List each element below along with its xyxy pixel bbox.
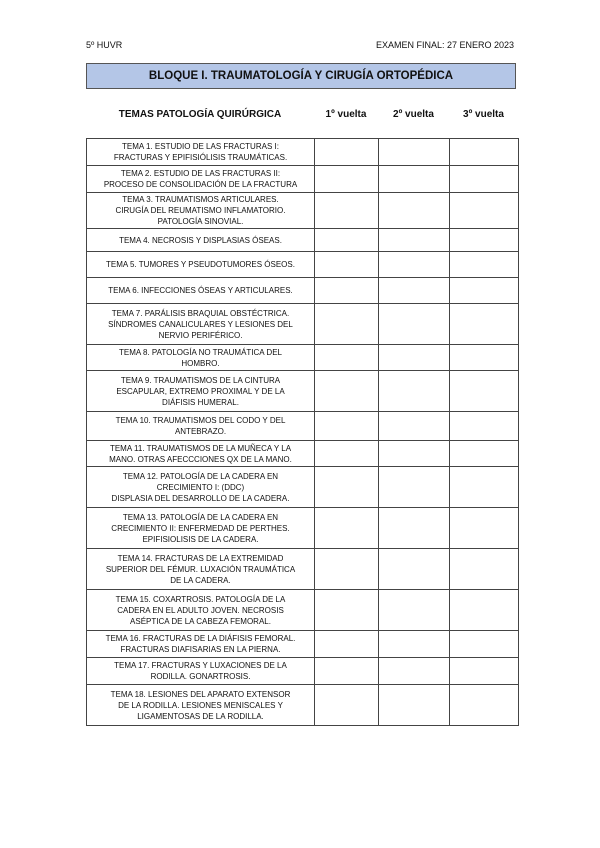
second-round-check-cell[interactable]: [379, 441, 450, 467]
topic-line: SUPERIOR DEL FÉMUR. LUXACIÓN TRAUMÁTICA: [105, 564, 296, 574]
first-round-check-cell[interactable]: [315, 590, 379, 631]
topic-line: FRACTURAS DIAFISARIAS EN LA PIERNA.: [120, 645, 281, 654]
topic-line: DISPLASIA DEL DESARROLLO DE LA CADERA.: [111, 493, 290, 503]
topic-cell: [87, 658, 315, 685]
first-round-check-cell[interactable]: [315, 631, 379, 658]
table-row: [87, 371, 519, 412]
second-round-check-cell[interactable]: [379, 467, 450, 508]
third-round-check-cell[interactable]: [450, 193, 519, 229]
table-row: [87, 304, 519, 345]
topic-line: ANTEBRAZO.: [174, 427, 227, 436]
first-round-check-cell[interactable]: [315, 139, 379, 166]
topic-line: ESCAPULAR, EXTREMO PROXIMAL Y DE LA: [116, 386, 285, 396]
second-round-check-cell[interactable]: [379, 412, 450, 441]
topic-cell: [87, 345, 315, 371]
table-row: [87, 278, 519, 304]
topic-cell: [87, 278, 315, 304]
topic-line: CIRUGÍA DEL REUMATISMO INFLAMATORIO.: [115, 206, 286, 215]
topic-line: TEMA 18. LESIONES DEL APARATO EXTENSOR: [110, 689, 291, 699]
topic-cell: [87, 139, 315, 166]
topic-line: TEMA 1. ESTUDIO DE LAS FRACTURAS I:: [122, 142, 279, 151]
third-round-check-cell[interactable]: [450, 467, 519, 508]
topic-cell: [87, 441, 315, 467]
topic-cell: [87, 590, 315, 631]
topics-table: [86, 138, 519, 726]
second-round-check-cell[interactable]: [379, 549, 450, 590]
topic-line: TEMA 12. PATOLOGÍA DE LA CADERA EN: [122, 471, 279, 481]
topic-line: TEMA 14. FRACTURAS DE LA EXTREMIDAD: [117, 553, 284, 563]
second-round-check-cell[interactable]: [379, 166, 450, 193]
third-round-column-header: 3º vuelta: [463, 109, 504, 120]
column-headers: [86, 109, 518, 123]
first-round-check-cell[interactable]: [315, 304, 379, 345]
table-row: [87, 658, 519, 685]
topic-line: TEMA 10. TRAUMATISMOS DEL CODO Y DEL: [115, 416, 286, 425]
topic-line: TEMA 17. FRACTURAS Y LUXACIONES DE LA: [114, 661, 287, 670]
topic-line: FRACTURAS Y EPIFISIÓLISIS TRAUMÁTICAS.: [113, 153, 288, 162]
topic-line: TEMA 16. FRACTURAS DE LA DIÁFISIS FEMORAL.: [105, 634, 296, 643]
third-round-check-cell[interactable]: [450, 441, 519, 467]
third-round-check-cell[interactable]: [450, 304, 519, 345]
topic-line: TEMA 6. INFECCIONES ÓSEAS Y ARTICULARES.: [108, 286, 293, 295]
table-row: [87, 139, 519, 166]
second-round-check-cell[interactable]: [379, 278, 450, 304]
topic-line: SÍNDROMES CANALICULARES Y LESIONES DEL: [108, 319, 293, 329]
topics-table-body: [87, 139, 519, 726]
first-round-check-cell[interactable]: [315, 441, 379, 467]
first-round-check-cell[interactable]: [315, 412, 379, 441]
first-round-check-cell[interactable]: [315, 229, 379, 252]
third-round-check-cell[interactable]: [450, 590, 519, 631]
third-round-check-cell[interactable]: [450, 371, 519, 412]
topic-cell: [87, 685, 315, 726]
third-round-check-cell[interactable]: [450, 412, 519, 441]
second-round-check-cell[interactable]: [379, 508, 450, 549]
topic-line: NERVIO PERIFÉRICO.: [158, 330, 243, 340]
table-row: [87, 229, 519, 252]
topic-line: EPIFISIOLISIS DE LA CADERA.: [142, 534, 259, 544]
first-round-check-cell[interactable]: [315, 658, 379, 685]
topic-line: TEMA 9. TRAUMATISMOS DE LA CINTURA: [120, 375, 281, 385]
topic-cell: [87, 229, 315, 252]
table-row: [87, 631, 519, 658]
third-round-check-cell[interactable]: [450, 278, 519, 304]
topic-cell: [87, 549, 315, 590]
topic-line: TEMA 3. TRAUMATISMOS ARTICULARES.: [122, 195, 279, 204]
third-round-check-cell[interactable]: [450, 139, 519, 166]
third-round-check-cell[interactable]: [450, 345, 519, 371]
topic-cell: [87, 193, 315, 229]
topic-line: PATOLOGÍA SINOVIAL.: [157, 217, 244, 226]
topic-line: LIGAMENTOSAS DE LA RODILLA.: [137, 711, 264, 721]
table-row: [87, 252, 519, 278]
topic-cell: [87, 252, 315, 278]
table-row: [87, 412, 519, 441]
course-label: 5º HUVR: [86, 40, 123, 50]
third-round-check-cell[interactable]: [450, 508, 519, 549]
block-title-text: BLOQUE I. TRAUMATOLOGÍA Y CIRUGÍA ORTOPÉDICA: [148, 70, 454, 82]
topic-line: RODILLA. GONARTROSIS.: [150, 672, 251, 681]
first-round-check-cell[interactable]: [315, 252, 379, 278]
second-round-check-cell[interactable]: [379, 229, 450, 252]
topic-line: MANO. OTRAS AFECCCIONES QX DE LA MANO.: [109, 454, 292, 464]
first-round-check-cell[interactable]: [315, 278, 379, 304]
topic-cell: [87, 631, 315, 658]
second-round-check-cell[interactable]: [379, 631, 450, 658]
topic-line: CRECIMIENTO II: ENFERMEDAD DE PERTHES.: [111, 523, 290, 533]
first-round-check-cell[interactable]: [315, 166, 379, 193]
table-row: [87, 193, 519, 229]
topic-line: PROCESO DE CONSOLIDACIÓN DE LA FRACTURA: [103, 180, 298, 189]
third-round-check-cell[interactable]: [450, 685, 519, 726]
third-round-check-cell[interactable]: [450, 229, 519, 252]
topic-cell: [87, 166, 315, 193]
first-round-check-cell[interactable]: [315, 371, 379, 412]
table-row: [87, 441, 519, 467]
topic-line: DIÁFISIS HUMERAL.: [162, 397, 239, 407]
topic-line: TEMA 4. NECROSIS Y DISPLASIAS ÓSEAS.: [119, 235, 282, 245]
third-round-check-cell[interactable]: [450, 631, 519, 658]
topic-line: TEMA 8. PATOLOGÍA NO TRAUMÁTICA DEL: [118, 347, 282, 357]
first-round-check-cell[interactable]: [315, 193, 379, 229]
topic-line: CADERA EN EL ADULTO JOVEN. NECROSIS: [117, 605, 284, 615]
table-row: [87, 549, 519, 590]
first-round-check-cell[interactable]: [315, 508, 379, 549]
second-round-check-cell[interactable]: [379, 252, 450, 278]
second-round-check-cell[interactable]: [379, 345, 450, 371]
table-row: [87, 590, 519, 631]
topic-cell: [87, 467, 315, 508]
topic-cell: [87, 304, 315, 345]
second-round-check-cell[interactable]: [379, 304, 450, 345]
first-round-check-cell[interactable]: [315, 685, 379, 726]
block-title: [86, 63, 516, 89]
second-round-column-header: 2º vuelta: [393, 109, 434, 120]
second-round-check-cell[interactable]: [379, 658, 450, 685]
second-round-check-cell[interactable]: [379, 139, 450, 166]
third-round-check-cell[interactable]: [450, 252, 519, 278]
topic-line: TEMA 13. PATOLOGÍA DE LA CADERA EN: [122, 512, 279, 522]
topic-line: HOMBRO.: [181, 358, 220, 368]
topic-cell: [87, 371, 315, 412]
table-row: [87, 467, 519, 508]
third-round-check-cell[interactable]: [450, 166, 519, 193]
third-round-check-cell[interactable]: [450, 658, 519, 685]
topic-cell: [87, 412, 315, 441]
first-round-column-header: 1º vuelta: [325, 109, 367, 120]
exam-date-label: EXAMEN FINAL: 27 ENERO 2023: [375, 40, 514, 50]
topic-line: DE LA RODILLA. LESIONES MENISCALES Y: [118, 700, 283, 710]
third-round-check-cell[interactable]: [450, 549, 519, 590]
topic-cell: [87, 508, 315, 549]
topic-line: TEMA 7. PARÁLISIS BRAQUIAL OBSTÉCTRICA.: [111, 308, 290, 318]
second-round-check-cell[interactable]: [379, 590, 450, 631]
topic-line: TEMA 2. ESTUDIO DE LAS FRACTURAS II:: [120, 169, 281, 178]
second-round-check-cell[interactable]: [379, 685, 450, 726]
second-round-check-cell[interactable]: [379, 371, 450, 412]
topic-column-header: TEMAS PATOLOGÍA QUIRÚRGICA: [118, 109, 282, 120]
second-round-check-cell[interactable]: [379, 193, 450, 229]
table-row: [87, 685, 519, 726]
topic-line: CRECIMIENTO I: (DDC): [156, 482, 245, 492]
table-row: [87, 166, 519, 193]
first-round-check-cell[interactable]: [315, 549, 379, 590]
topic-line: DE LA CADERA.: [170, 575, 231, 585]
topic-line: ASÉPTICA DE LA CABEZA FEMORAL.: [130, 616, 271, 626]
first-round-check-cell[interactable]: [315, 345, 379, 371]
topic-line: TEMA 11. TRAUMATISMOS DE LA MUÑECA Y LA: [109, 443, 292, 453]
first-round-check-cell[interactable]: [315, 467, 379, 508]
topic-line: TEMA 5. TUMORES Y PSEUDOTUMORES ÓSEOS.: [106, 260, 295, 269]
table-row: [87, 345, 519, 371]
table-row: [87, 508, 519, 549]
topic-line: TEMA 15. COXARTROSIS. PATOLOGÍA DE LA: [115, 594, 286, 604]
